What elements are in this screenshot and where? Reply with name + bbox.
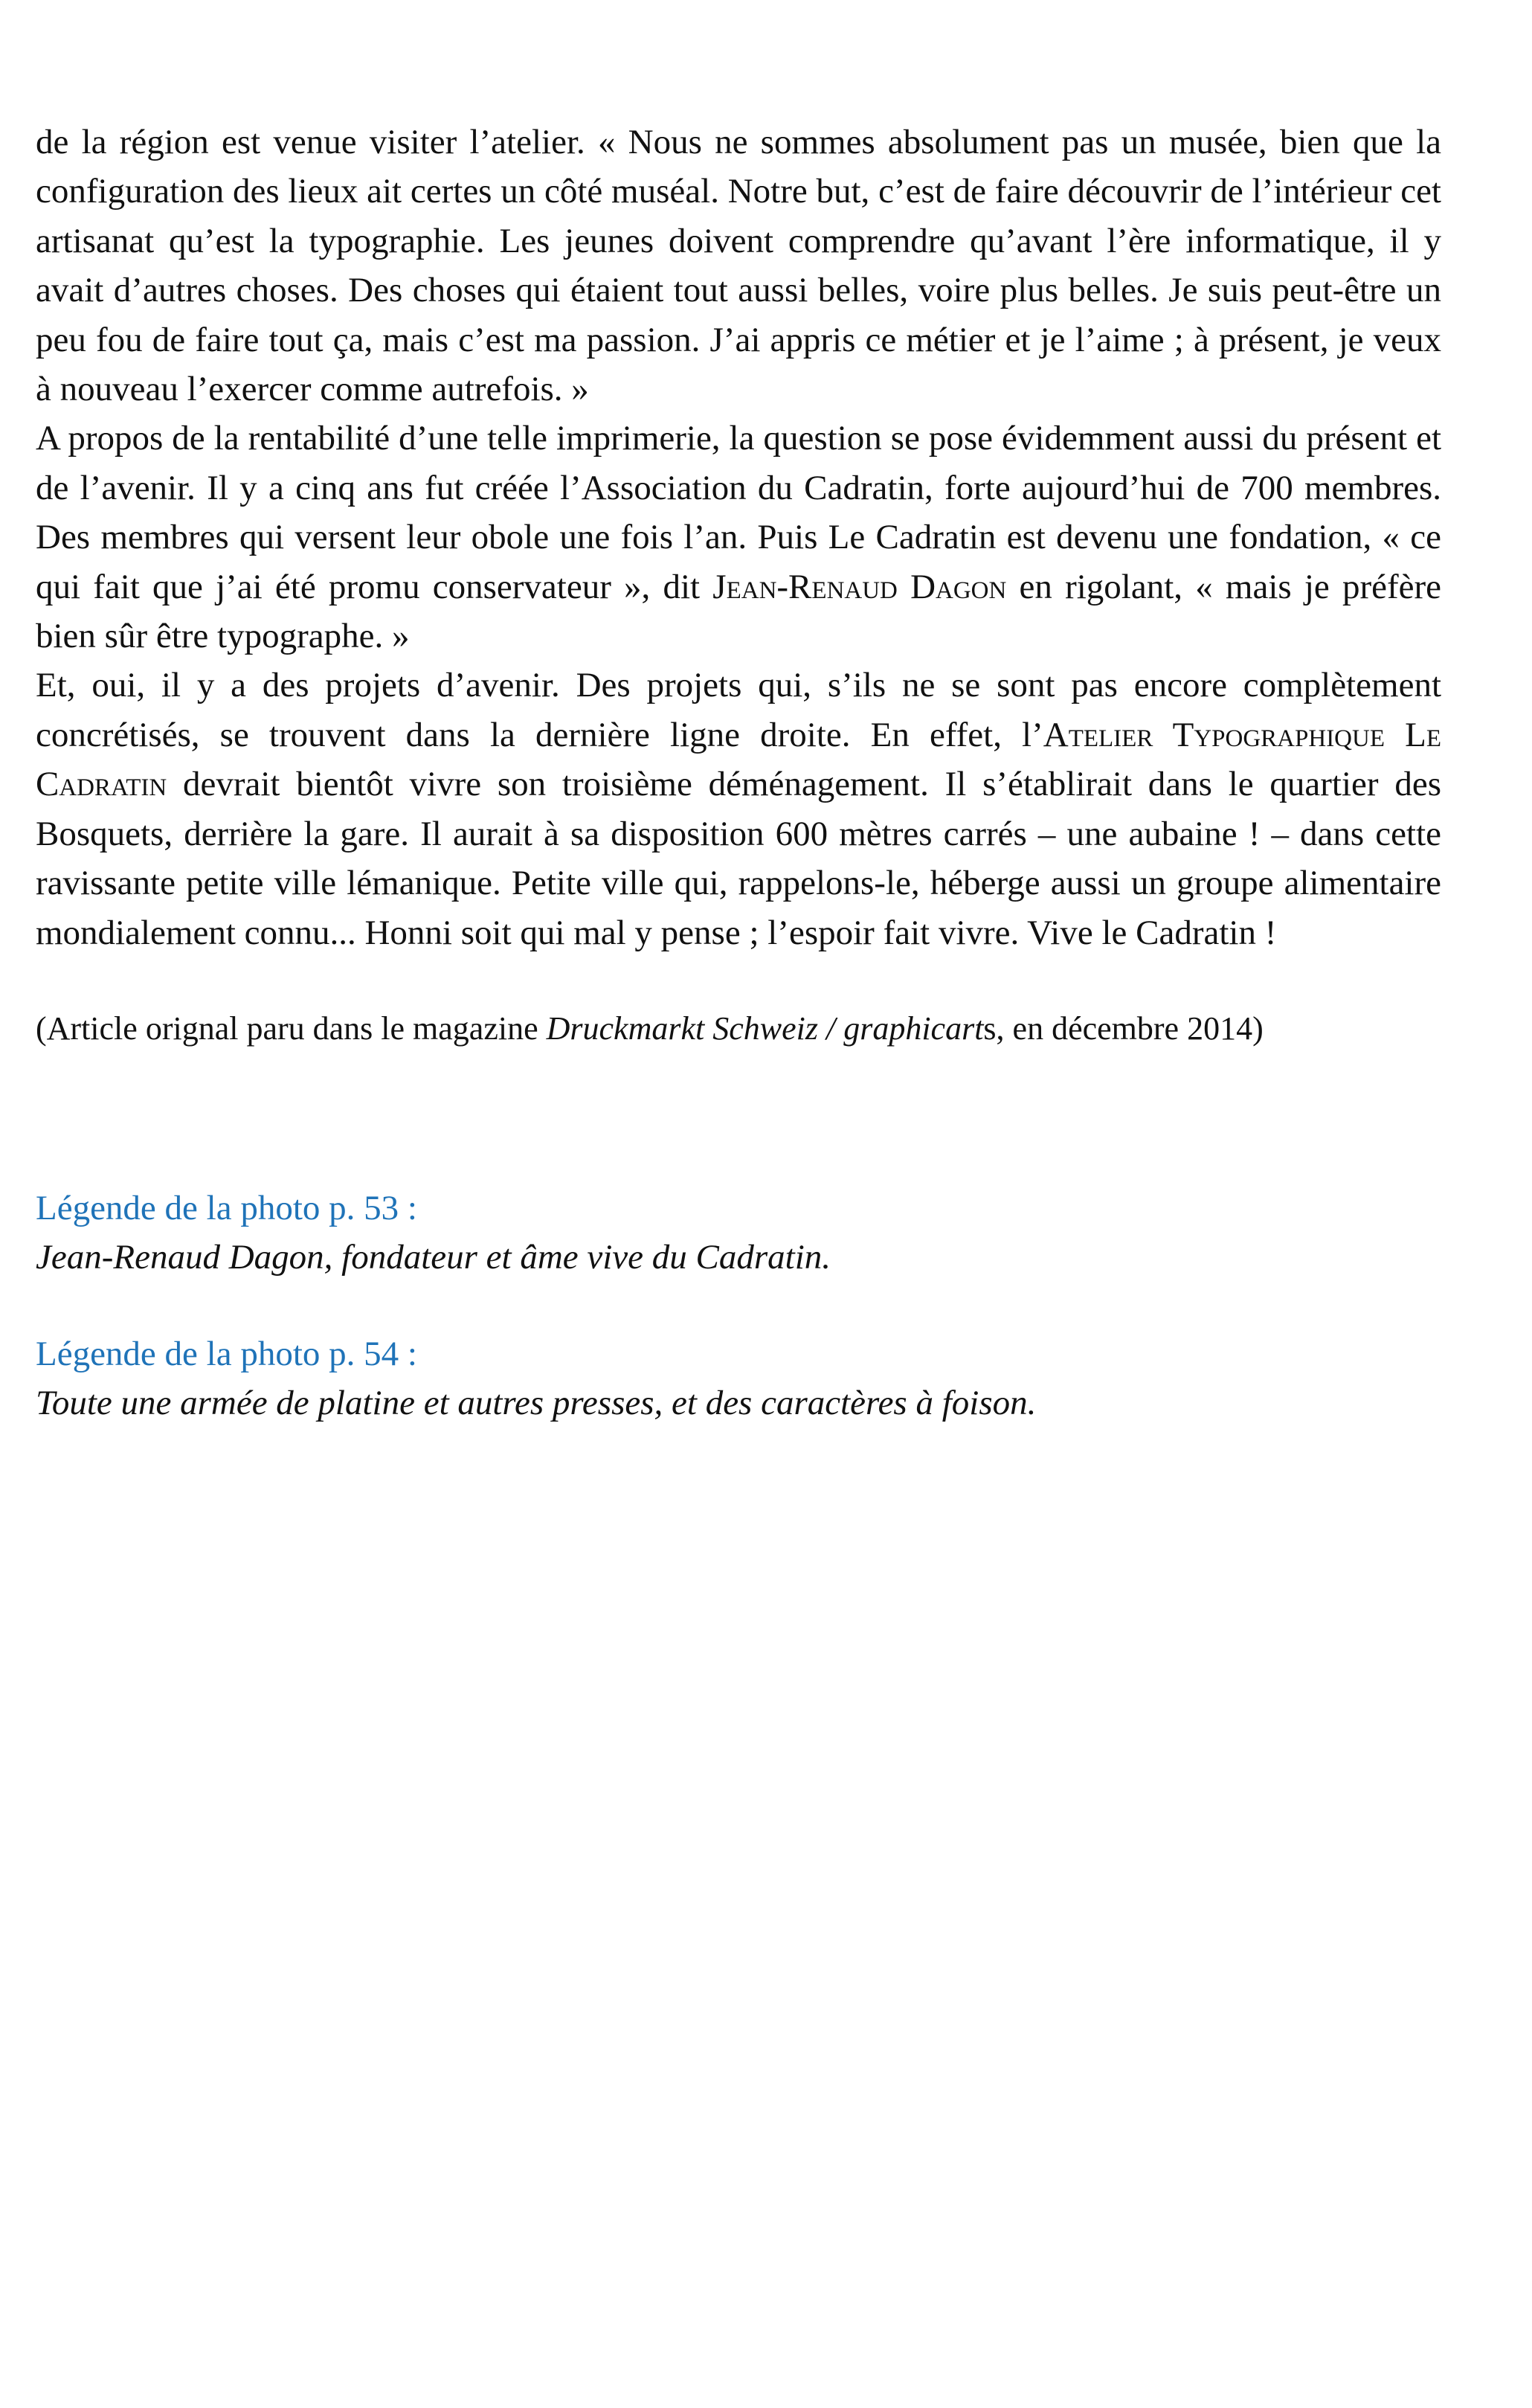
- atelier-name-small-caps: Atelier Typographique Le Cadratin: [36, 715, 1441, 804]
- article-citation: [36, 1006, 1441, 1051]
- caption-text: Toute une armée de platine et autres presses, et des caractères à foison.: [36, 1383, 1037, 1422]
- paragraph-3: [36, 661, 1441, 957]
- paragraph-3-text-b: devrait bientôt vivre son troisième déménagement. Il s’établirait dans le quartier des Bosquets, derrière la gare. Il aurait à sa disposition 600 mètres carrés – une aubaine ! – dans cette ravissante petite ville lémanique. Petite ville qui, rappelons-le, héberge aussi un groupe alimentaire mondialement connu... Honni soit qui mal y pense ; l’espoir fait vivre. Vive le Cadratin !: [36, 765, 1441, 952]
- paragraph-1-text: de la région est venue visiter l’atelier. « Nous ne sommes absolument pas un musée, bien que la configuration des lieux ait certes un côté muséal. Notre but, c’est de faire découvrir de l’intérieur cet artisanat qu’est la typographie. Les jeunes doivent comprendre qu’avant l’ère informatique, il y avait d’autres choses. Des choses qui étaient tout aussi belles, voire plus belles. Je suis peut-être un peu fou de faire tout ça, mais c’est ma passion. J’ai appris ce métier et je l’aime ; à présent, je veux à nouveau l’exercer comme autrefois. »: [36, 123, 1441, 409]
- caption-label: Légende de la photo p. 54 :: [36, 1334, 417, 1373]
- citation-magazine-suffix: s,: [983, 1009, 1005, 1047]
- caption-photo-53: [36, 1184, 1441, 1282]
- document-page: [36, 118, 1441, 1428]
- paragraph-2: [36, 414, 1441, 661]
- caption-photo-54: [36, 1329, 1441, 1428]
- paragraph-3-text-a: Et, oui, il y a des projets d’avenir. Des projets qui, s’ils ne se sont pas encore complètement concrétisés, se trouvent dans la dernière ligne droite. En effet, l’: [36, 666, 1441, 754]
- paragraph-2-text-b: en rigolant, « mais je préfère bien sûr être typographe. »: [36, 567, 1441, 656]
- person-name-small-caps: Jean-Renaud Dagon: [712, 567, 1007, 606]
- caption-label: Légende de la photo p. 53 :: [36, 1188, 417, 1227]
- citation-magazine: Druckmarkt Schweiz / graphicart: [546, 1009, 984, 1047]
- paragraph-1: [36, 118, 1441, 414]
- citation-suffix: en décembre 2014): [1004, 1009, 1264, 1047]
- paragraph-2-text-a: A propos de la rentabilité d’une telle imprimerie, la question se pose évidemment aussi du présent et de l’avenir. Il y a cinq ans fut créée l’Association du Cadratin, forte aujourd’hui de 700 membres. Des membres qui versent leur obole une fois l’an. Puis Le Cadratin est devenu une fondation, « ce qui fait que j’ai été promu conservateur », dit: [36, 419, 1441, 606]
- citation-prefix: (Article orignal paru dans le magazine: [36, 1009, 547, 1047]
- caption-text: Jean-Renaud Dagon, fondateur et âme vive du Cadratin.: [36, 1237, 831, 1277]
